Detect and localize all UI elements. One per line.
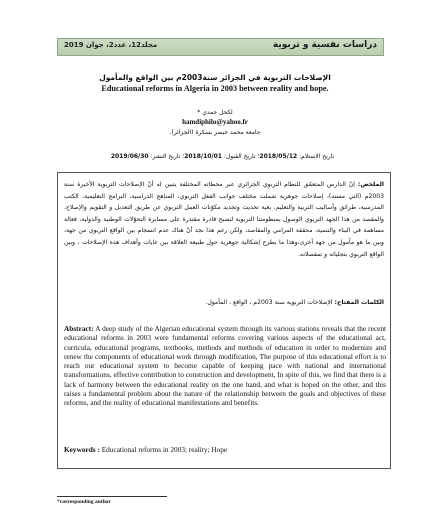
published-label: تاريخ النشر: <box>150 153 181 160</box>
accepted-date: 2018/10/01 <box>184 153 222 160</box>
corresponding-author-note: *corresponding author <box>57 499 111 505</box>
author-affiliation: جامعة محمد خيضر بسكرة (الجزائر). <box>169 129 261 136</box>
keywords-english <box>64 445 386 454</box>
author-name: لكحل حمدي * <box>197 109 233 116</box>
abstract-box <box>57 172 391 469</box>
keywords-arabic <box>64 298 384 308</box>
author-email[interactable]: hamdiphilo@yahoo.fr <box>182 118 248 126</box>
received-label: تاريخ الاستلام: <box>299 153 335 160</box>
abstract-english <box>64 324 386 408</box>
footnote-divider <box>57 496 167 497</box>
accepted-label: تاريخ القبول: <box>223 153 256 160</box>
issue-info: مجلد12، عدد2، جوان 2019 <box>64 41 158 49</box>
keywords-english-label: Keywords : <box>64 445 100 454</box>
abstract-english-label: Abstract: <box>64 324 94 333</box>
title-english: Educational reforms in Algeria in 2003 between reality and hope. <box>101 84 329 93</box>
keywords-arabic-text: الإصلاحات التربوية سنة 2003م ، الواقع ، المأمول. <box>205 299 333 306</box>
article-dates: تاريخ الاستلام: 2018/05/12؛ تاريخ القبول: 2018/10/01؛ تاريخ النشر: 2019/06/30 <box>110 153 335 160</box>
journal-name: دراسات نفسية و تربوية <box>272 40 377 50</box>
abstract-arabic-label: الملخص: <box>357 181 384 188</box>
title-arabic: الإصلاحات التربوية في الجزائر سنة2003م بين الواقع والمأمول <box>99 73 331 82</box>
journal-header-banner <box>57 38 384 56</box>
abstract-arabic <box>64 179 384 260</box>
abstract-english-text: A deep study of the Algerian educational system through its various stations reveals that the recent educational reforms in 2003 were fundamental reforms covering various aspects of the educational act, curricula, educational programs, textbooks, methods and methods of education in order to modernize and renew the components of educational work through modification, The purpose of this educational effort is to reach our educational system to become capable of keeping pace with national and international transformations, effective contribution to construction and development, In spite of this, we find that there is a lack of harmony between the educational reality on the one hand, and what is hoped on the other, and this raises a fundamental problem about the nature of the relationship between the goals and objectives of these reforms, and the reality of educational manifestations and benefits. <box>64 324 387 408</box>
keywords-arabic-label: الكلمات المفتاح: <box>334 299 384 306</box>
keywords-english-text: Educational reforms in 2003; reality; Hope <box>101 445 228 454</box>
received-date: 2018/05/12 <box>259 153 298 160</box>
abstract-arabic-text: إنّ الدارس المتعمّق للنظام التربوي الجزائري عبر محطاته المختلفة يتبين له أنّ الإصلاحات التربوية الأخيرة سنة 2003م (التي مسته)، إصلاحات جوهرية شملت مختلف جوانب الفعل التربوي، المناهج الدراسية، البرامج التعليمية، الكتب المدرسية، طرائق وأساليب التربية والتعليم، بغية تحديث وتجديد مكوّنات العمل التربوي عن طريق التعديل و التقويم والإصلاح، والمقصد من هذا الجهد التربوي الوصول بمنظومتنا التربوية لتصبح قادرة مقتدرة على مسايرة التحوّلات الوطنية والدولية، فعالة مساهمة في البناء والتنمية، محققة المرامي والمقاصد، ولكن رغم هذا نجد أنّ هناك عدم انسجام بين الواقع التربوي من جهة، وبين ما هو مأمول من جهة أخرى،وهذا ما يطرح إشكالية جوهرية حول طبيعة العلاقة بين غايات وأهداف هذه الإصلاحات ، وبين الواقع التربوي بتجلياته و تمفصلاته. <box>64 181 384 258</box>
published-date: 2019/06/30 <box>110 153 149 160</box>
